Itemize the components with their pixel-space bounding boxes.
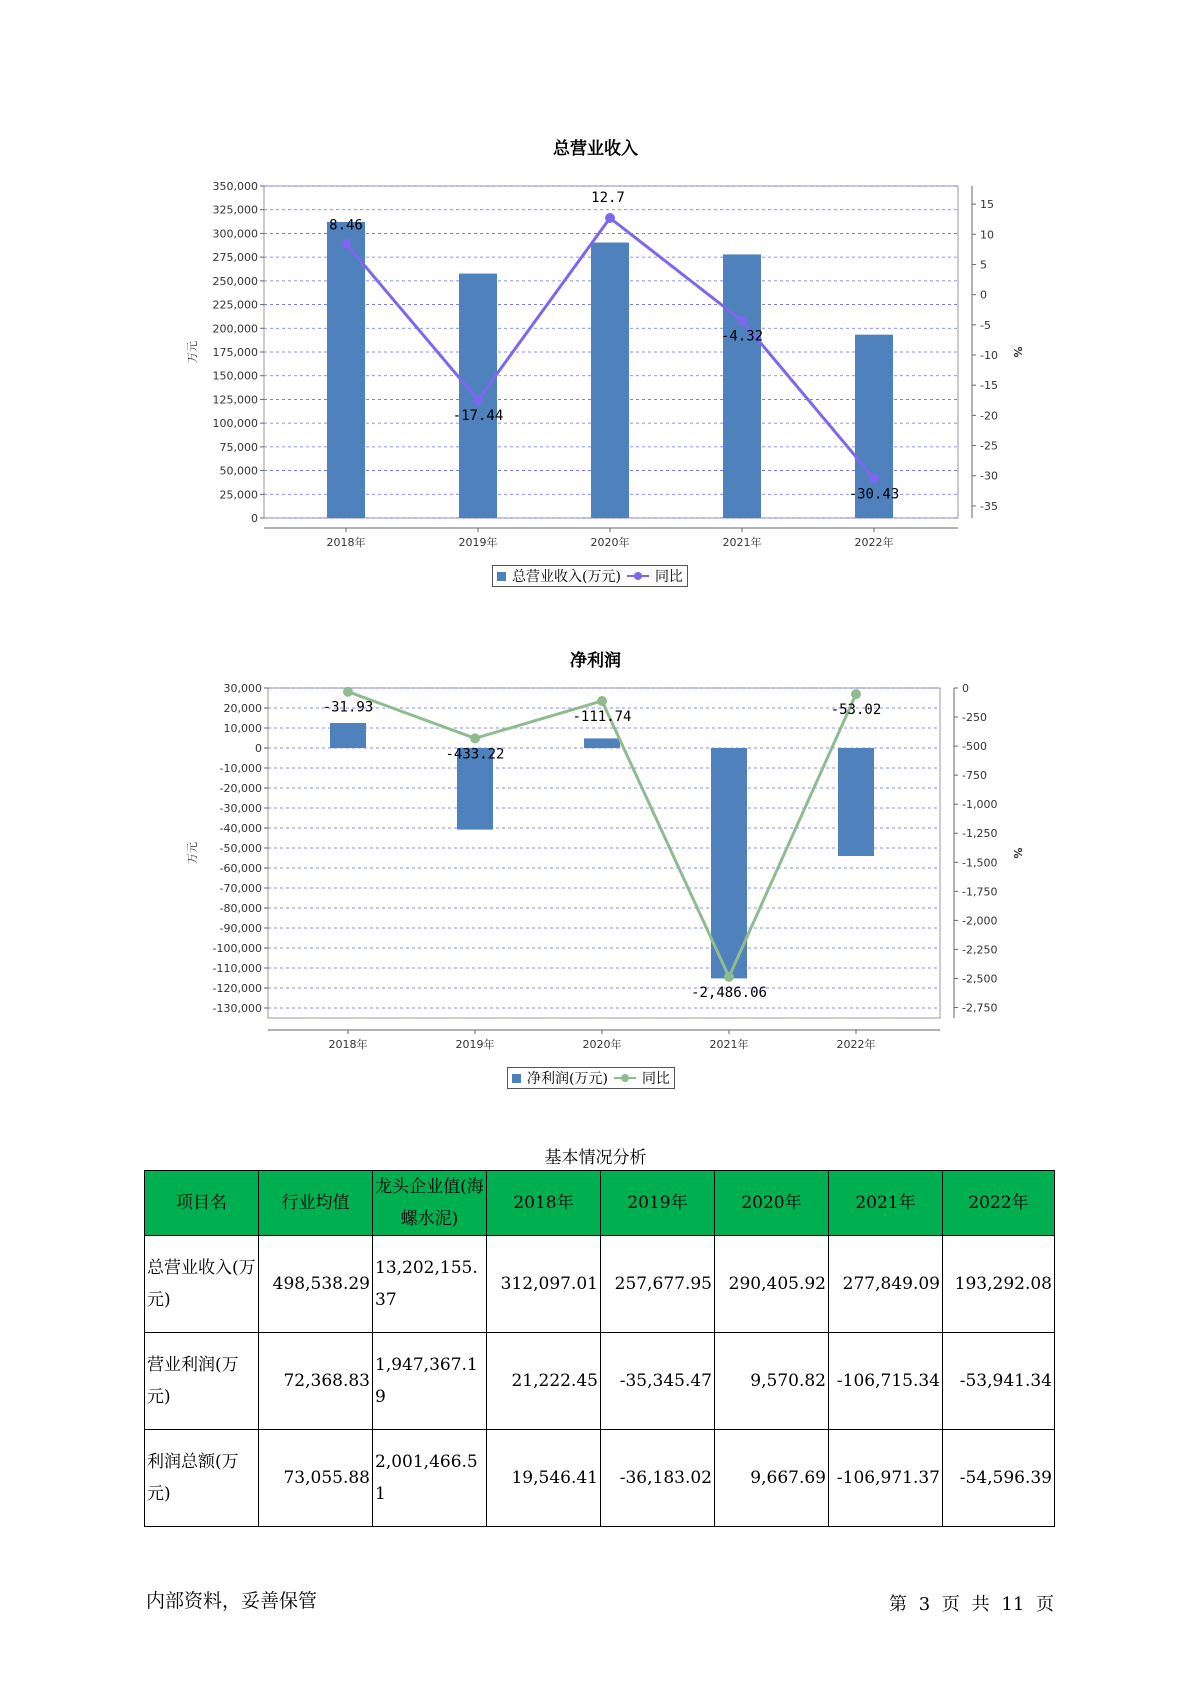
table-cell: 312,097.01 (487, 1236, 601, 1333)
chart-title-net-profit: 净利润 (570, 651, 621, 671)
header-cell: 行业均值 (259, 1171, 373, 1236)
legend-line-label: 同比 (654, 569, 683, 585)
x-tick-label: 2020年 (590, 536, 630, 549)
y-tick-label: 200,000 (212, 322, 258, 336)
yoy-data-label: -2,486.06 (691, 984, 767, 1001)
legend-bar-label: 净利润(万元) (527, 1071, 608, 1087)
yoy-data-label: -31.93 (322, 699, 374, 716)
x-tick-label: 2018年 (326, 536, 366, 549)
table-cell: 9,570.82 (715, 1333, 829, 1430)
table-cell: 1,947,367.19 (373, 1333, 487, 1430)
yoy-point (724, 972, 734, 982)
y2-axis-title: % (1011, 346, 1024, 358)
y2-tick-label: 10 (980, 228, 994, 242)
y-tick-label: 0 (255, 742, 262, 755)
table-cell: 498,538.29 (259, 1236, 373, 1333)
table-cell: 73,055.88 (259, 1430, 373, 1527)
yoy-data-label: -433.22 (445, 746, 505, 763)
table-row (145, 1333, 1055, 1430)
table-cell: -106,715.34 (829, 1333, 943, 1430)
table-row (145, 1236, 1055, 1333)
y2-tick-label: -2,000 (962, 914, 998, 928)
y2-tick-label: -25 (980, 439, 998, 453)
header-cell: 龙头企业值(海螺水泥) (373, 1171, 487, 1236)
row-label: 营业利润(万元) (145, 1333, 259, 1430)
y-tick-label: 225,000 (212, 298, 258, 312)
header-cell: 2020年 (715, 1171, 829, 1236)
bar (711, 748, 747, 978)
y-tick-label: -10,000 (219, 762, 262, 775)
y2-tick-label: -10 (980, 349, 998, 363)
y-tick-label: 250,000 (212, 274, 258, 288)
y-tick-label: -70,000 (219, 882, 262, 895)
y-tick-label: -90,000 (219, 922, 262, 935)
yoy-point (470, 733, 480, 743)
y-tick-label: 175,000 (212, 346, 258, 359)
y2-tick-label: 0 (980, 288, 987, 302)
y-tick-label: -130,000 (212, 1002, 262, 1015)
y2-tick-label: -1,500 (962, 856, 998, 870)
y2-tick-label: -2,250 (962, 943, 998, 957)
analysis-table (144, 1170, 1055, 1527)
y2-tick-label: -1,000 (962, 798, 998, 812)
table-cell: -54,596.39 (943, 1430, 1055, 1527)
y-tick-label: 10,000 (223, 722, 262, 735)
bar (584, 738, 620, 748)
yoy-point (851, 689, 861, 699)
y2-tick-label: -5 (980, 318, 991, 332)
footer-confidential-note: 内部资料，妥善保管 (146, 1590, 318, 1612)
y2-tick-label: 0 (962, 682, 969, 695)
header-cell: 2019年 (601, 1171, 715, 1236)
y2-tick-label: -15 (980, 379, 998, 393)
x-tick-label: 2021年 (722, 536, 762, 549)
yoy-data-label: -53.02 (830, 702, 882, 719)
footer-page-number: 第 3 页 共 11 页 (889, 1594, 1054, 1615)
legend-line-label: 同比 (641, 1071, 670, 1087)
y-tick-label: 30,000 (223, 682, 262, 695)
y2-tick-label: -35 (980, 499, 998, 513)
yoy-point (597, 696, 607, 706)
y-tick-label: 325,000 (212, 203, 258, 217)
y2-tick-label: -30 (980, 469, 998, 483)
table-caption: 基本情况分析 (544, 1148, 647, 1168)
y-tick-label: 50,000 (219, 464, 258, 478)
table-cell: 9,667.69 (715, 1430, 829, 1527)
y-tick-label: -50,000 (219, 842, 262, 855)
y-axis-title: 万元 (186, 341, 199, 363)
y2-tick-label: -20 (980, 409, 998, 423)
header-cell: 2018年 (487, 1171, 601, 1236)
y-tick-label: -60,000 (219, 862, 262, 875)
y2-tick-label: 15 (980, 198, 994, 212)
y2-tick-label: -1,750 (962, 885, 998, 899)
table-cell: 13,202,155.37 (373, 1236, 487, 1333)
table-cell: 19,546.41 (487, 1430, 601, 1527)
yoy-data-label: -4.32 (720, 328, 764, 345)
legend-line-swatch (614, 1073, 636, 1083)
y-tick-label: -40,000 (219, 822, 262, 835)
table-cell: 72,368.83 (259, 1333, 373, 1430)
table-cell: 193,292.08 (943, 1236, 1055, 1333)
yoy-data-label: 12.7 (591, 189, 625, 206)
y-tick-label: -110,000 (212, 962, 262, 975)
y-tick-label: 125,000 (212, 393, 258, 407)
table-header-row (145, 1171, 1055, 1236)
y-tick-label: -20,000 (219, 782, 262, 795)
y-tick-label: 350,000 (212, 180, 258, 193)
y-tick-label: 150,000 (212, 369, 258, 383)
y-tick-label: 25,000 (219, 488, 258, 502)
bar (330, 723, 366, 748)
y-tick-label: 20,000 (223, 702, 262, 715)
table-cell: 21,222.45 (487, 1333, 601, 1430)
y2-tick-label: 5 (980, 258, 987, 272)
y-tick-label: 75,000 (219, 440, 258, 454)
x-tick-label: 2019年 (455, 1038, 495, 1051)
y-tick-label: -30,000 (219, 802, 262, 815)
y-tick-label: 0 (251, 512, 258, 525)
x-tick-label: 2020年 (582, 1038, 622, 1051)
legend-bar-label: 总营业收入(万元) (512, 569, 621, 585)
header-cell: 2021年 (829, 1171, 943, 1236)
net-profit-legend (507, 1067, 675, 1089)
yoy-data-label: -30.43 (848, 486, 900, 503)
x-tick-label: 2022年 (854, 536, 894, 549)
y2-tick-label: -250 (962, 711, 987, 725)
table-cell: -106,971.37 (829, 1430, 943, 1527)
row-label: 总营业收入(万元) (145, 1236, 259, 1333)
y2-tick-label: -2,500 (962, 972, 998, 986)
y-tick-label: -120,000 (212, 982, 262, 995)
chart-title-revenue: 总营业收入 (553, 139, 638, 159)
x-tick-label: 2021年 (709, 1038, 749, 1051)
y2-tick-label: -2,750 (962, 1001, 998, 1015)
table-cell: -36,183.02 (601, 1430, 715, 1527)
x-tick-label: 2022年 (836, 1038, 876, 1051)
yoy-point (343, 687, 353, 697)
table-cell: 257,677.95 (601, 1236, 715, 1333)
yoy-data-label: 8.46 (329, 217, 363, 234)
legend-bar-swatch (512, 1074, 521, 1083)
yoy-data-label: -111.74 (572, 708, 632, 725)
y-tick-label: -80,000 (219, 902, 262, 915)
table-cell: 290,405.92 (715, 1236, 829, 1333)
y2-axis-title: % (1011, 847, 1024, 859)
y2-tick-label: -1,250 (962, 827, 998, 841)
y-tick-label: -100,000 (212, 942, 262, 955)
bar (838, 748, 874, 856)
y-axis-title: 万元 (186, 842, 199, 864)
y2-tick-label: -500 (962, 740, 987, 754)
table-cell: 277,849.09 (829, 1236, 943, 1333)
table-cell: -53,941.34 (943, 1333, 1055, 1430)
yoy-data-label: -17.44 (452, 407, 504, 424)
row-label: 利润总额(万元) (145, 1430, 259, 1527)
table-cell: 2,001,466.51 (373, 1430, 487, 1527)
header-cell: 项目名 (145, 1171, 259, 1236)
y-tick-label: 275,000 (212, 251, 258, 265)
y-tick-label: 100,000 (212, 417, 258, 431)
table-row (145, 1430, 1055, 1527)
x-tick-label: 2018年 (328, 1038, 368, 1051)
y-tick-label: 300,000 (212, 227, 258, 241)
header-cell: 2022年 (943, 1171, 1055, 1236)
table-cell: -35,345.47 (601, 1333, 715, 1430)
x-tick-label: 2019年 (458, 536, 498, 549)
y2-tick-label: -750 (962, 769, 987, 783)
